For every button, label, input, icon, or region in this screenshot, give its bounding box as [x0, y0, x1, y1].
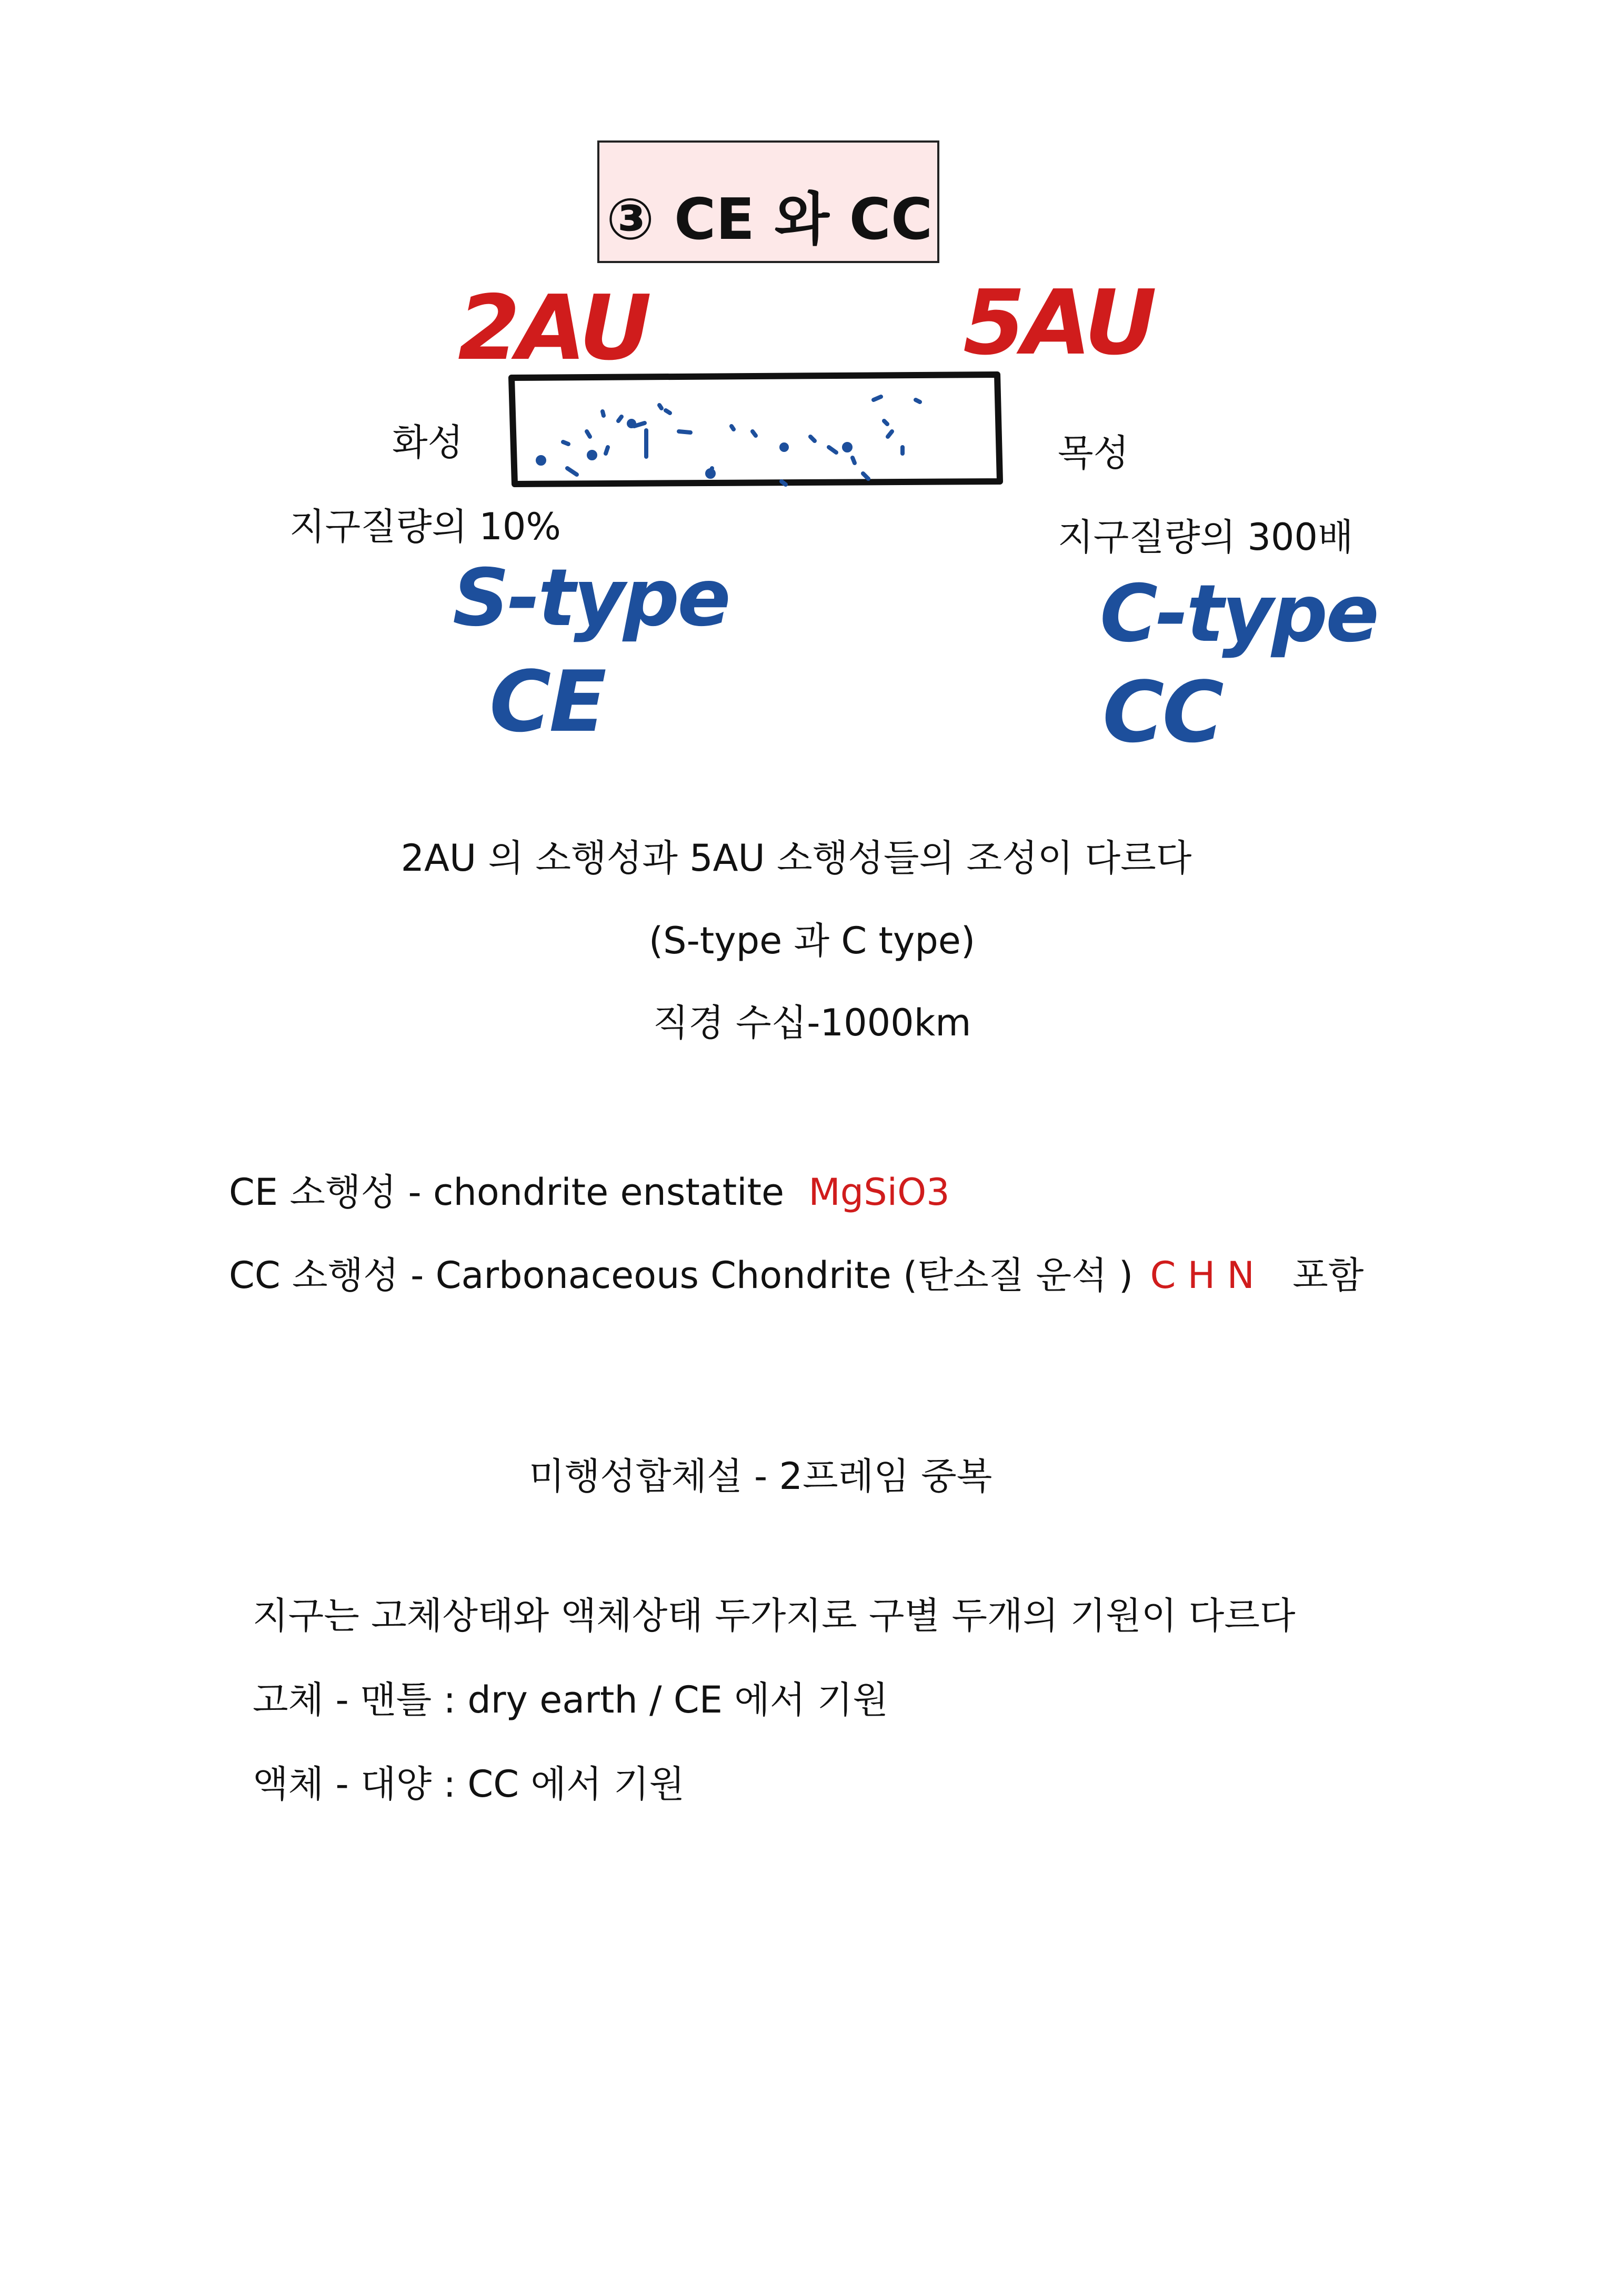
left-planet-label: 화성: [392, 421, 464, 464]
earth-line-2: 고체 - 맨틀 : dry earth / CE 에서 기원: [253, 1678, 888, 1721]
right-class-label: CC: [1102, 663, 1222, 761]
page-title: ③ CE 와 CC: [606, 187, 933, 253]
summary-line-1: 2AU 의 소행성과 5AU 소행성들의 조성이 다르다: [400, 837, 1192, 880]
cc-elements: C H N: [1150, 1254, 1255, 1297]
earth-line-3: 액체 - 대양 : CC 에서 기원: [253, 1763, 685, 1806]
asteroid-belt-diagram: [505, 368, 1010, 495]
asteroid-belt-outline: [512, 375, 1000, 484]
ce-formula: MgSiO3: [808, 1171, 950, 1214]
au-label-left: 2AU: [458, 276, 649, 380]
cc-asteroid-line: [229, 1246, 1364, 1299]
left-mass-label: 지구질량의 10%: [289, 505, 561, 548]
cc-suffix: 포함: [1292, 1254, 1364, 1297]
au-label-right: 5AU: [963, 271, 1154, 375]
cc-asteroid-text: CC 소행성 - Carbonaceous Chondrite (탄소질 운석 ): [229, 1254, 1134, 1297]
hypothesis-line: 미행성합체설 - 2프레임 중복: [529, 1455, 993, 1498]
right-mass-label: 지구질량의 300배: [1058, 516, 1354, 559]
ce-asteroid-text: CE 소행성 - chondrite enstatite: [229, 1171, 785, 1214]
asteroid-dots: [538, 397, 920, 485]
right-planet-label: 목성: [1058, 431, 1129, 475]
left-class-label: CE: [489, 652, 605, 751]
earth-line-1: 지구는 고체상태와 액체상태 두가지로 구별 두개의 기원이 다르다: [253, 1594, 1296, 1637]
left-type-label: S-type: [453, 552, 729, 644]
ce-asteroid-line: [229, 1163, 950, 1216]
right-type-label: C-type: [1100, 568, 1377, 660]
summary-line-2: (S-type 과 C type): [648, 919, 976, 962]
summary-line-3: 직경 수십-1000km: [653, 1001, 971, 1044]
